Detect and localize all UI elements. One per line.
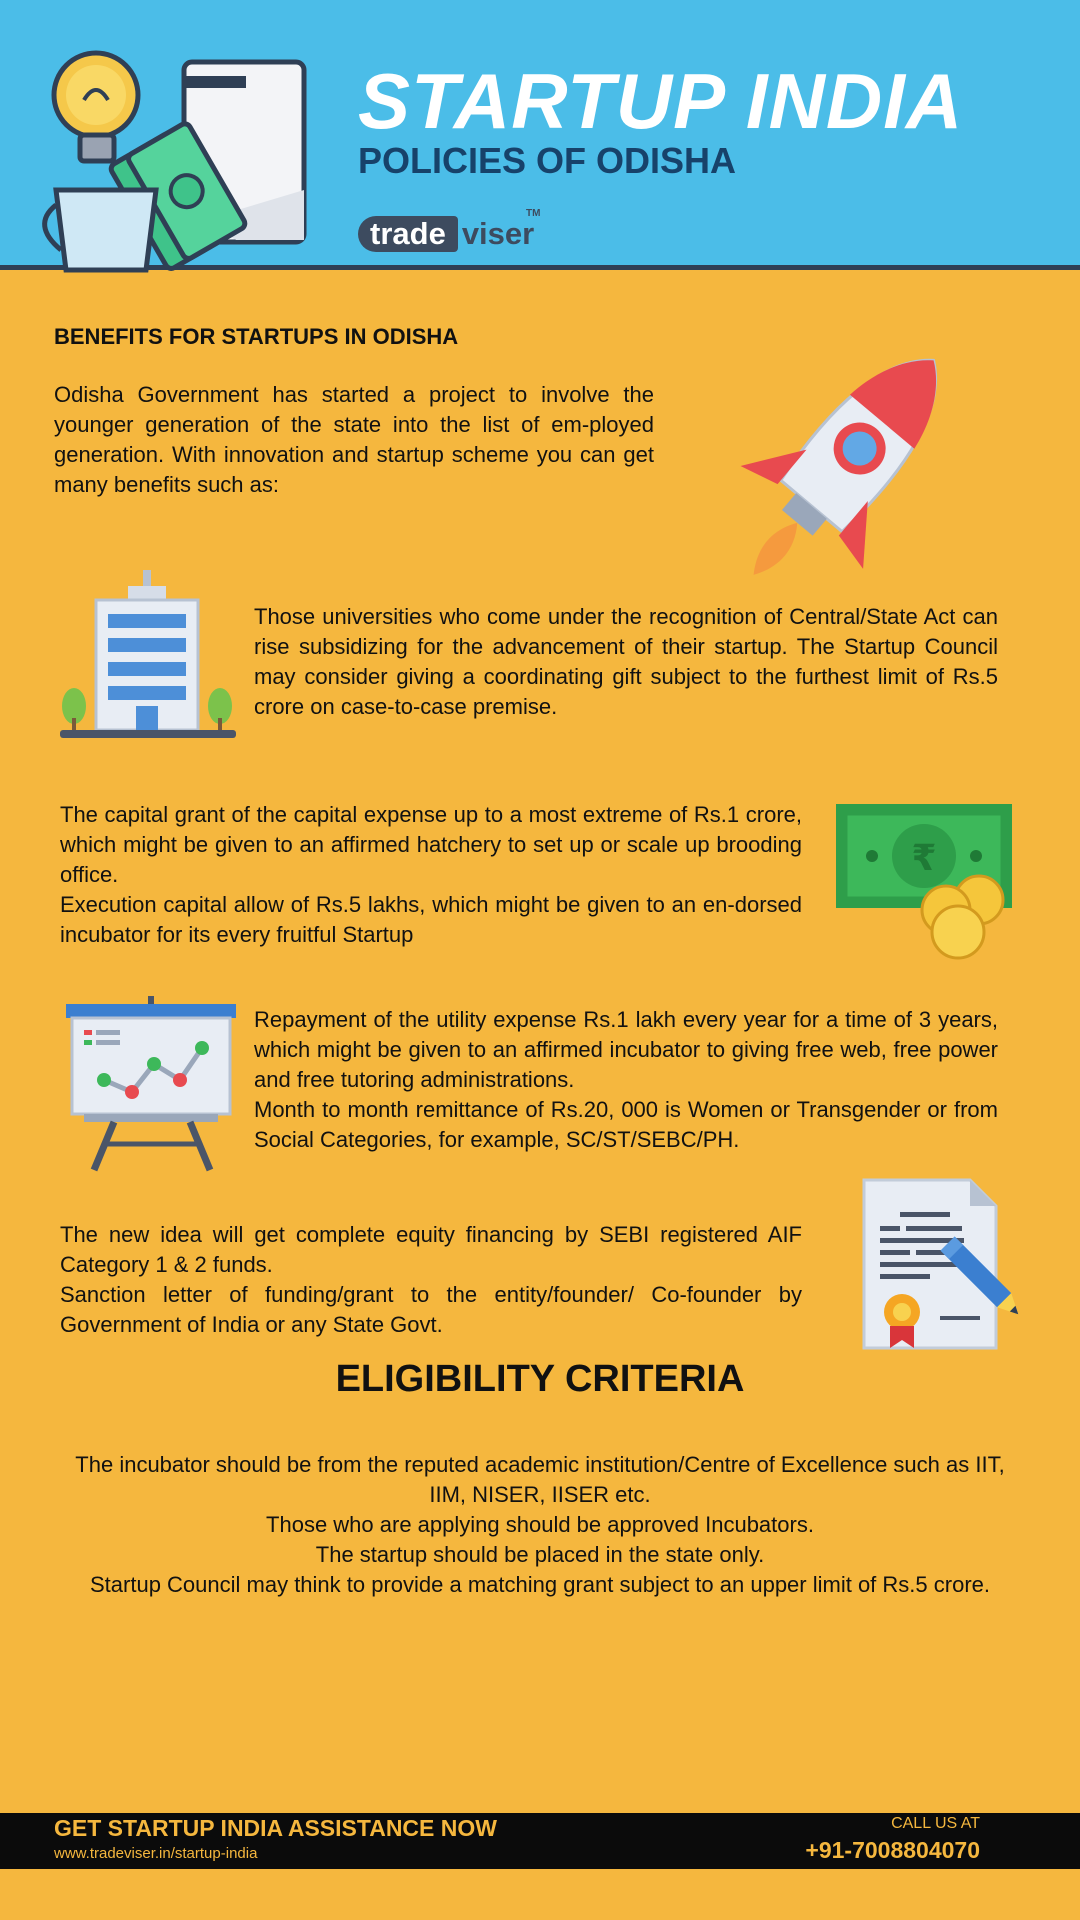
eligibility-item-2: Those who are applying should be approved Incubators. [266, 1512, 814, 1537]
benefit-item-2 [60, 800, 802, 950]
logo-part-1: trade [358, 216, 458, 252]
footer-cta[interactable]: GET STARTUP INDIA ASSISTANCE NOW [54, 1815, 497, 1841]
presentation-board-icon [64, 994, 240, 1174]
money-icon [834, 800, 1014, 965]
logo-part-2: viser [461, 216, 535, 251]
benefit-item-2-line-1: The capital grant of the capital expense up to a most extreme of Rs.1 crore, which might be given to an affirmed hatchery to set up or scale up brooding office. [60, 802, 802, 887]
eligibility-criteria-list [60, 1450, 1020, 1600]
call-us-label: CALL US AT [891, 1815, 980, 1832]
phone-number-link[interactable]: +91-7008804070 [805, 1837, 980, 1863]
idea-money-document-icon [36, 40, 336, 275]
tradeviser-logo [358, 208, 541, 254]
benefit-item-2-line-2: Execution capital allow of Rs.5 lakhs, which might be given to an en-dorsed incubator for its every fruitful Startup [60, 892, 802, 947]
benefits-intro [54, 380, 654, 500]
intro-text: Odisha Government has started a project to involve the younger generation of the state into the list of em-ployed generation. With innovation and startup scheme you can get many benefits such as: [54, 382, 654, 497]
logo-trademark: TM [526, 208, 541, 219]
benefit-item-1 [254, 602, 998, 722]
benefits-heading: BENEFITS FOR STARTUPS IN ODISHA [54, 324, 459, 349]
eligibility-item-4: Startup Council may think to provide a matching grant subject to an upper limit of Rs.5 crore. [90, 1572, 990, 1597]
benefit-item-4-line-1: The new idea will get complete equity financing by SEBI registered AIF Category 1 & 2 funds. [60, 1222, 802, 1277]
building-icon [58, 568, 238, 748]
rocket-icon [700, 320, 990, 595]
benefit-item-4 [60, 1220, 802, 1340]
eligibility-heading: ELIGIBILITY CRITERIA [335, 1358, 745, 1400]
eligibility-item-1: The incubator should be from the reputed academic institution/Centre of Excellence such as IIT, IIM, NISER, IISER etc. [75, 1452, 1005, 1507]
footer-bar [0, 1813, 1080, 1869]
benefit-item-3 [254, 1005, 998, 1155]
benefit-item-3-line-2: Month to month remittance of Rs.20, 000 is Women or Transgender or from Social Categories, for example, SC/ST/SEBC/PH. [254, 1097, 998, 1152]
page-title: STARTUP INDIA [358, 57, 964, 145]
eligibility-item-3: The startup should be placed in the state only. [315, 1542, 765, 1567]
header-banner [0, 0, 1080, 270]
benefit-item-3-line-1: Repayment of the utility expense Rs.1 lakh every year for a time of 3 years, which might be given to an affirmed incubator to giving free web, free power and free tutoring administrations. [254, 1007, 998, 1092]
svg-text:₹: ₹ [911, 838, 937, 879]
benefit-item-4-line-2: Sanction letter of funding/grant to the entity/founder/ Co-founder by Government of India or any State Govt. [60, 1282, 802, 1337]
page-subtitle: POLICIES OF ODISHA [358, 140, 737, 181]
benefit-item-1-text: Those universities who come under the recognition of Central/State Act can rise subsidizing for the advancement of their startup. The Startup Council may consider giving a coordinating gift subject to the furthest limit of Rs.5 crore on case-to-case premise. [254, 604, 998, 719]
certificate-icon [860, 1176, 1030, 1356]
footer-url-link[interactable]: www.tradeviser.in/startup-india [54, 1845, 258, 1862]
